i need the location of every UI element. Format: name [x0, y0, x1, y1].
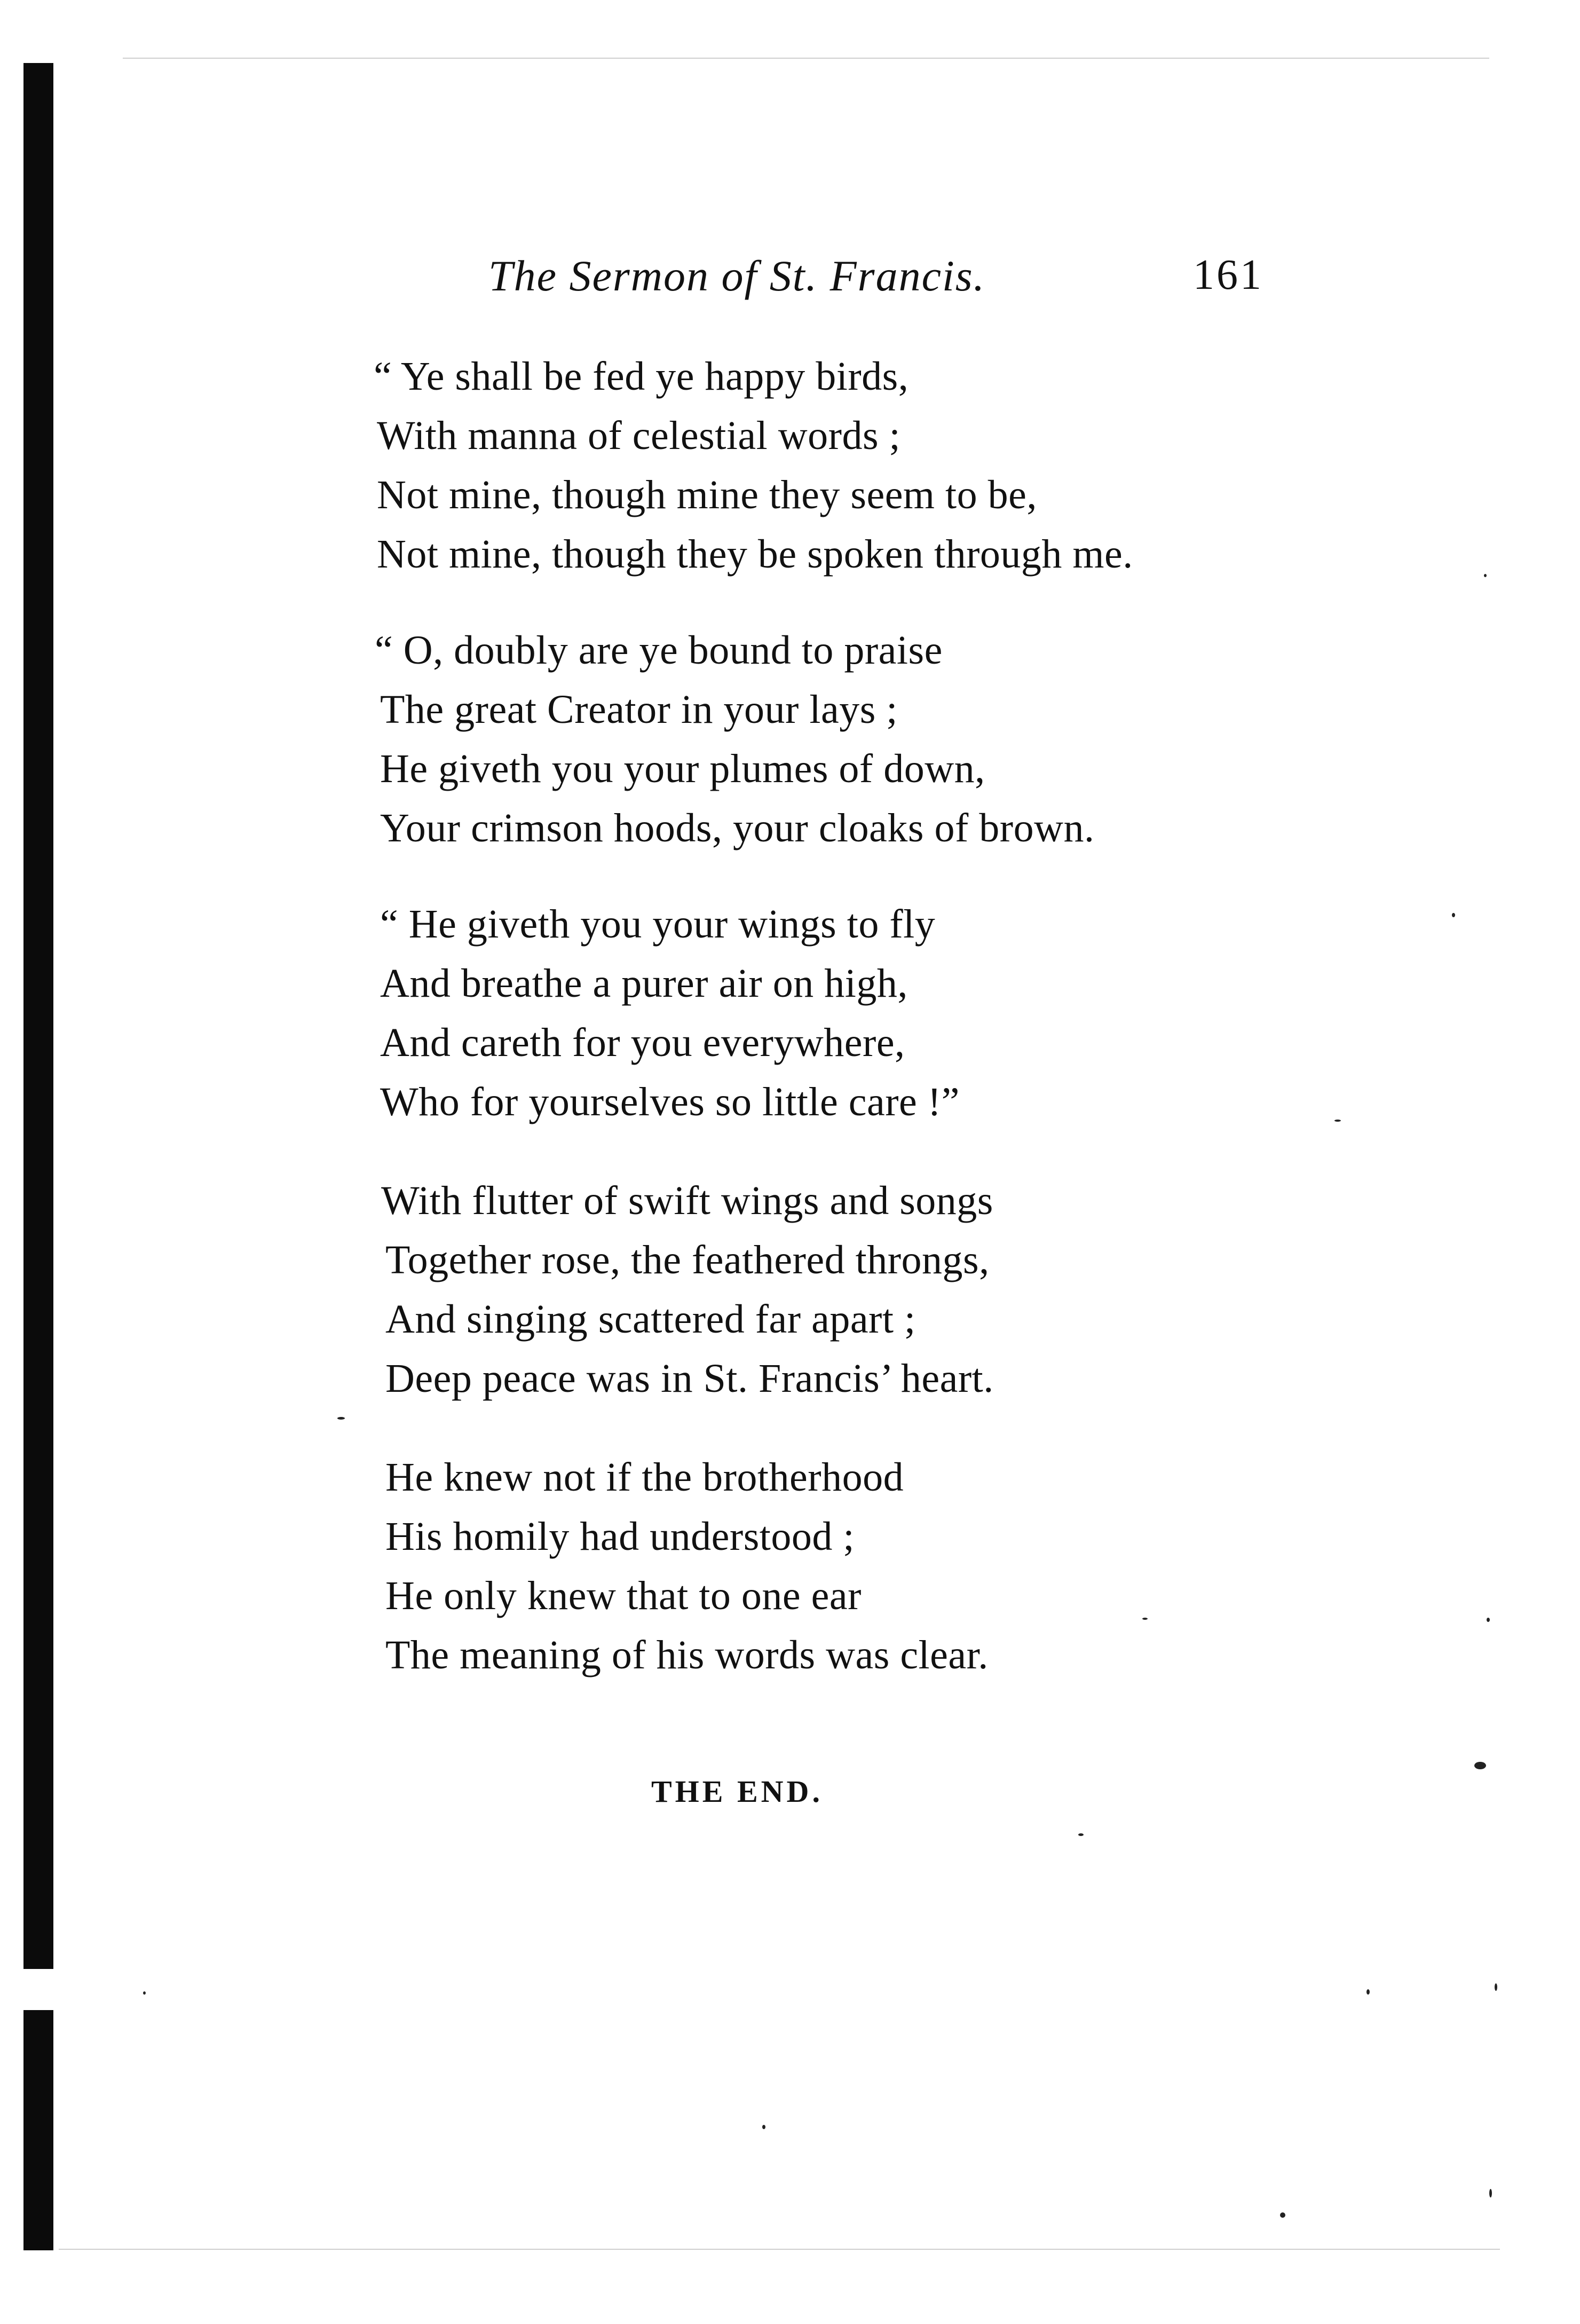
scan-speck [337, 1417, 345, 1420]
scan-speck [1334, 1120, 1341, 1122]
poem-line: He only knew that to one ear [385, 1573, 862, 1618]
poem-line: With flutter of swift wings and songs [381, 1178, 993, 1223]
scan-speck [1474, 1762, 1486, 1769]
scan-speck [1489, 2189, 1492, 2197]
poem-line: Deep peace was in St. Francis’ heart. [385, 1356, 994, 1401]
poem-line: “ He giveth you your wings to fly [380, 902, 936, 947]
poem-line: Not mine, though mine they seem to be, [377, 472, 1037, 517]
scan-speck [1078, 1833, 1084, 1836]
scan-speck [1280, 2212, 1285, 2218]
scan-speck [1495, 1983, 1497, 1991]
running-title: The Sermon of St. Francis. [488, 251, 986, 300]
poem-line: The meaning of his words was clear. [385, 1633, 989, 1677]
scan-speck [1366, 1989, 1370, 1995]
poem-line: And singing scattered far apart ; [385, 1297, 916, 1342]
poem-line: His homily had understood ; [385, 1514, 855, 1559]
poem-line: The great Creator in your lays ; [380, 687, 898, 732]
end-mark: THE END. [651, 1774, 823, 1809]
poem-line: Together rose, the feathered throngs, [385, 1238, 990, 1282]
scan-speck [1484, 574, 1487, 577]
scan-speck [1487, 1618, 1490, 1622]
poem-line: He giveth you your plumes of down, [380, 746, 985, 791]
scan-speck [143, 1991, 146, 1995]
poem-line: Who for yourselves so little care !” [380, 1080, 960, 1124]
poem-line: “ O, doubly are ye bound to praise [375, 628, 943, 673]
poem-line: Not mine, though they be spoken through me. [377, 532, 1133, 577]
poem-line: Your crimson hoods, your cloaks of brown. [380, 806, 1095, 850]
poem-line: And careth for you everywhere, [380, 1020, 905, 1065]
scan-speck [762, 2125, 765, 2129]
poem-line: With manna of celestial words ; [377, 413, 901, 458]
poem-line: And breathe a purer air on high, [380, 961, 908, 1006]
page-number: 161 [1193, 251, 1263, 298]
scan-speck [1142, 1618, 1148, 1620]
scan-speck [1452, 913, 1455, 917]
poem-line: He knew not if the brotherhood [385, 1455, 904, 1500]
poem-line: “ Ye shall be fed ye happy birds, [374, 354, 909, 399]
